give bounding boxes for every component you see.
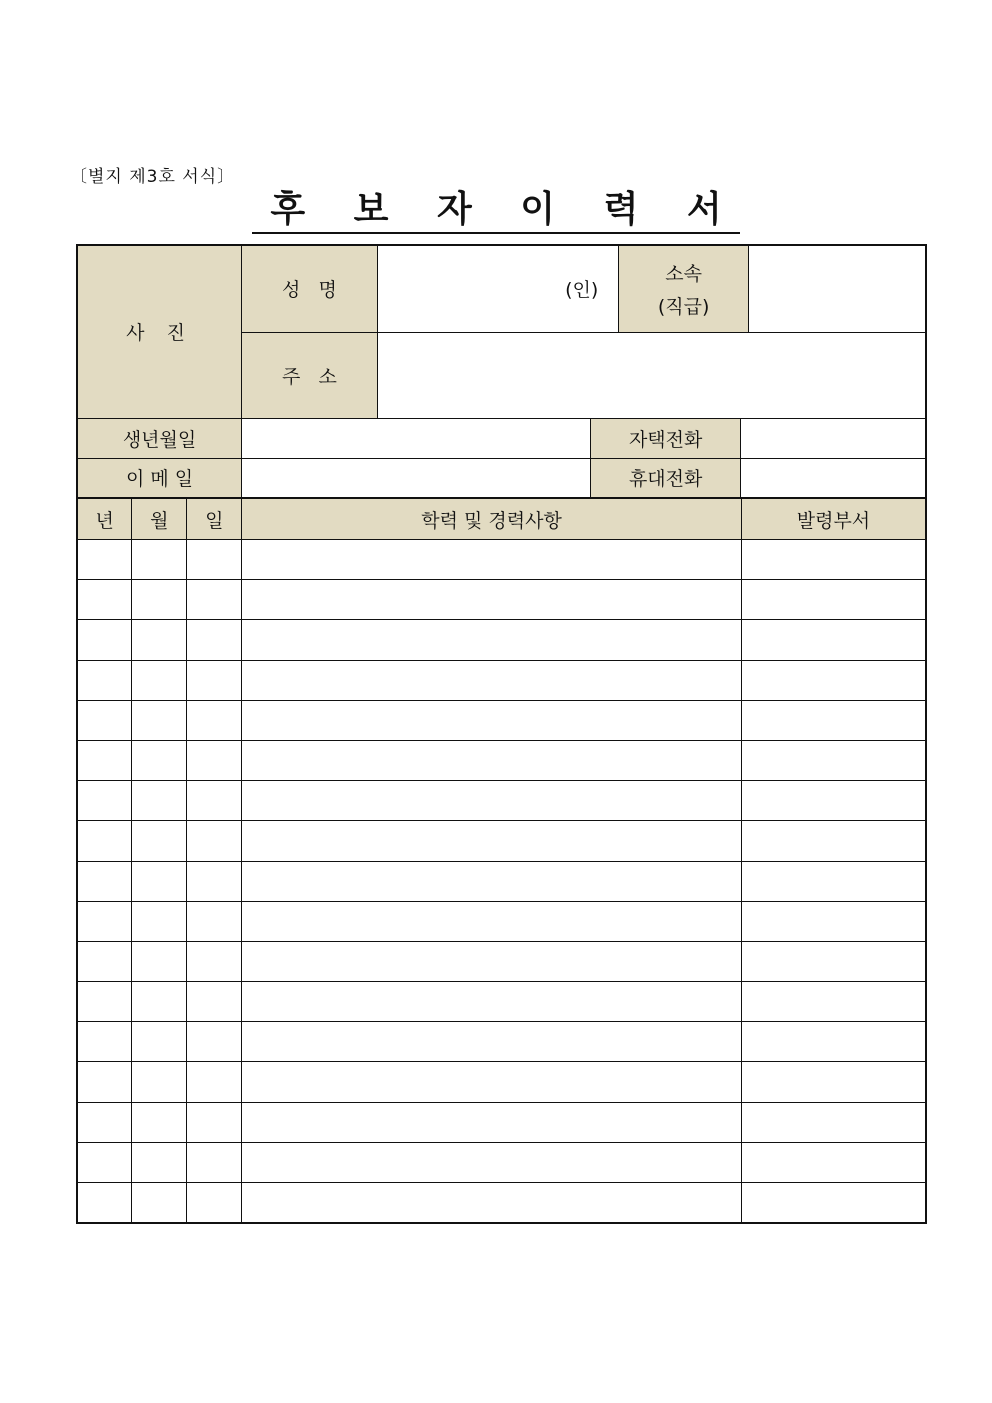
day-cell[interactable] <box>187 1102 242 1142</box>
birthdate-label-cell <box>77 418 242 458</box>
year-cell[interactable] <box>77 1183 132 1223</box>
month-cell[interactable] <box>132 620 187 660</box>
name-label: 성 명 <box>282 279 337 302</box>
details-cell[interactable] <box>242 982 742 1022</box>
birthdate-field[interactable] <box>242 418 591 458</box>
day-cell[interactable] <box>187 781 242 821</box>
month-cell[interactable] <box>132 1142 187 1182</box>
history-rows <box>77 540 926 1223</box>
day-cell[interactable] <box>187 620 242 660</box>
month-cell[interactable] <box>132 821 187 861</box>
email-label-cell <box>77 458 242 498</box>
table-row <box>77 740 926 780</box>
details-cell[interactable] <box>242 1142 742 1182</box>
year-cell[interactable] <box>77 1022 132 1062</box>
department-cell[interactable] <box>741 1062 926 1102</box>
details-cell[interactable] <box>242 540 742 580</box>
year-cell[interactable] <box>77 1062 132 1102</box>
address-label: 주 소 <box>282 365 337 388</box>
table-row <box>77 700 926 740</box>
home-phone-label: 자택전화 <box>628 428 703 451</box>
form-number-label: 〔별지 제3호 서식〕 <box>70 167 236 187</box>
department-cell[interactable] <box>741 901 926 941</box>
department-cell[interactable] <box>741 620 926 660</box>
profile-table <box>76 244 927 499</box>
position-label: (직급) <box>657 295 710 318</box>
details-cell[interactable] <box>242 1102 742 1142</box>
table-row <box>77 580 926 620</box>
details-cell[interactable] <box>242 580 742 620</box>
department-cell[interactable] <box>741 700 926 740</box>
home-phone-field[interactable] <box>740 418 926 458</box>
table-row <box>77 1102 926 1142</box>
address-field[interactable] <box>377 332 926 418</box>
table-row <box>77 540 926 580</box>
month-cell[interactable] <box>132 1022 187 1062</box>
year-cell[interactable] <box>77 982 132 1022</box>
mobile-phone-label-cell <box>591 458 741 498</box>
day-cell[interactable] <box>187 1022 242 1062</box>
month-cell[interactable] <box>132 861 187 901</box>
table-row <box>77 1022 926 1062</box>
month-cell[interactable] <box>132 740 187 780</box>
affiliation-label-cell <box>619 245 749 332</box>
month-cell[interactable] <box>132 580 187 620</box>
day-cell[interactable] <box>187 1183 242 1223</box>
address-label-cell <box>242 332 378 418</box>
month-cell[interactable] <box>132 1183 187 1223</box>
year-cell[interactable] <box>77 660 132 700</box>
day-cell[interactable] <box>187 580 242 620</box>
details-cell[interactable] <box>242 941 742 981</box>
year-cell[interactable] <box>77 941 132 981</box>
table-row <box>77 941 926 981</box>
details-cell[interactable] <box>242 660 742 700</box>
department-cell[interactable] <box>741 540 926 580</box>
details-cell[interactable] <box>242 1022 742 1062</box>
home-phone-label-cell <box>591 418 741 458</box>
details-cell[interactable] <box>242 740 742 780</box>
day-header: 일 <box>187 499 242 540</box>
department-cell[interactable] <box>741 941 926 981</box>
day-cell[interactable] <box>187 740 242 780</box>
year-cell[interactable] <box>77 740 132 780</box>
month-cell[interactable] <box>132 901 187 941</box>
photo-box[interactable] <box>77 245 242 418</box>
day-cell[interactable] <box>187 821 242 861</box>
year-cell[interactable] <box>77 901 132 941</box>
department-cell[interactable] <box>741 781 926 821</box>
year-cell[interactable] <box>77 861 132 901</box>
year-cell[interactable] <box>77 700 132 740</box>
photo-label: 사 진 <box>126 322 193 345</box>
details-cell[interactable] <box>242 781 742 821</box>
details-cell[interactable] <box>242 821 742 861</box>
birthdate-label: 생년월일 <box>122 428 197 451</box>
month-cell[interactable] <box>132 700 187 740</box>
name-label-cell <box>242 245 378 332</box>
table-row <box>77 1142 926 1182</box>
affiliation-label: 소속 <box>665 262 702 285</box>
year-cell[interactable] <box>77 620 132 660</box>
month-cell[interactable] <box>132 781 187 821</box>
department-cell[interactable] <box>741 1022 926 1062</box>
day-cell[interactable] <box>187 861 242 901</box>
year-header: 년 <box>77 499 132 540</box>
mobile-phone-field[interactable] <box>740 458 926 498</box>
month-cell[interactable] <box>132 1102 187 1142</box>
year-cell[interactable] <box>77 821 132 861</box>
department-cell[interactable] <box>741 1183 926 1223</box>
year-cell[interactable] <box>77 781 132 821</box>
department-cell[interactable] <box>741 740 926 780</box>
details-cell[interactable] <box>242 901 742 941</box>
day-cell[interactable] <box>187 941 242 981</box>
table-row <box>77 660 926 700</box>
email-label: 이 메 일 <box>125 468 194 491</box>
day-cell[interactable] <box>187 901 242 941</box>
affiliation-field[interactable] <box>748 245 926 332</box>
month-cell[interactable] <box>132 660 187 700</box>
day-cell[interactable] <box>187 540 242 580</box>
day-cell[interactable] <box>187 982 242 1022</box>
department-cell[interactable] <box>741 821 926 861</box>
year-cell[interactable] <box>77 1142 132 1182</box>
table-row <box>77 781 926 821</box>
details-cell[interactable] <box>242 700 742 740</box>
department-cell[interactable] <box>741 982 926 1022</box>
department-cell[interactable] <box>741 1142 926 1182</box>
department-cell[interactable] <box>741 861 926 901</box>
day-cell[interactable] <box>187 1062 242 1102</box>
month-cell[interactable] <box>132 1062 187 1102</box>
department-cell[interactable] <box>741 580 926 620</box>
details-header: 학력 및 경력사항 <box>242 499 742 540</box>
details-cell[interactable] <box>242 861 742 901</box>
details-cell[interactable] <box>242 1183 742 1223</box>
month-cell[interactable] <box>132 941 187 981</box>
table-row <box>77 1062 926 1102</box>
day-cell[interactable] <box>187 1142 242 1182</box>
email-field[interactable] <box>242 458 591 498</box>
details-cell[interactable] <box>242 620 742 660</box>
table-row <box>77 1183 926 1223</box>
table-row <box>77 901 926 941</box>
year-cell[interactable] <box>77 1102 132 1142</box>
document-title-wrap <box>0 188 992 234</box>
details-cell[interactable] <box>242 1062 742 1102</box>
department-header: 발령부서 <box>741 499 926 540</box>
month-header: 월 <box>132 499 187 540</box>
table-row <box>77 620 926 660</box>
department-cell[interactable] <box>741 1102 926 1142</box>
name-field[interactable] <box>377 245 618 332</box>
day-cell[interactable] <box>187 700 242 740</box>
department-cell[interactable] <box>741 660 926 700</box>
month-cell[interactable] <box>132 540 187 580</box>
mobile-phone-label: 휴대전화 <box>628 468 703 491</box>
day-cell[interactable] <box>187 660 242 700</box>
table-row <box>77 861 926 901</box>
table-row <box>77 982 926 1022</box>
table-row <box>77 821 926 861</box>
document-title: 후 보 자 이 력 서 <box>252 188 739 234</box>
history-table <box>76 498 927 1224</box>
year-cell[interactable] <box>77 580 132 620</box>
seal-mark: (인) <box>565 279 599 302</box>
year-cell[interactable] <box>77 540 132 580</box>
month-cell[interactable] <box>132 982 187 1022</box>
